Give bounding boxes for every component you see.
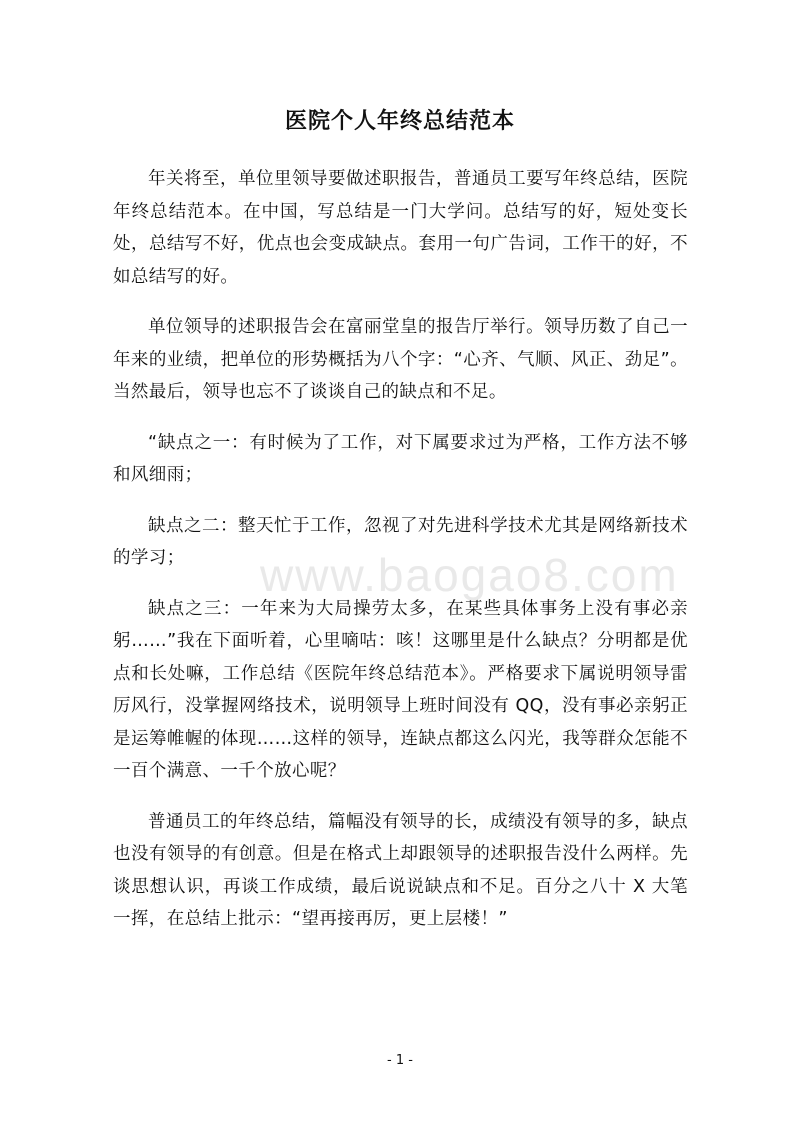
paragraph-5: 缺点之三：一年来为大局操劳太多，在某些具体事务上没有事必亲躬……”我在下面听着，心里嘀咕：咳！这哪里是什么缺点？分明都是优点和长处嘛，工作总结《医院年终总结范本》。严格要求下属说明领导雷厉风行，没掌握网络技术，说明领导上班时间没有 QQ，没有事必亲躬正是运筹帷幄的体现……这样的领导，连缺点都这么闪光，我等群众怎能不一百个满意、一千个放心呢？ — [113, 598, 688, 781]
paragraph-4: 缺点之二：整天忙于工作，忽视了对先进科学技术尤其是网络新技术的学习； — [113, 515, 688, 568]
paragraph-2: 单位领导的述职报告会在富丽堂皇的报告厅举行。领导历数了自己一年来的业绩，把单位的形势概括为八个字：“心齐、气顺、风正、劲足”。当然最后，领导也忘不了谈谈自己的缺点和不足。 — [113, 317, 688, 402]
watermark: www.baogao8.com — [260, 549, 679, 601]
paragraph-1: 年关将至，单位里领导要做述职报告，普通员工要写年终总结，医院年终总结范本。在中国，写总结是一门大学问。总结写的好，短处变长处，总结写不好，优点也会变成缺点。套用一句广告词，工作干的好，不如总结写的好。 — [113, 169, 688, 287]
document-title: 医院个人年终总结范本 — [284, 109, 515, 134]
paragraph-3: “缺点之一：有时候为了工作，对下属要求过为严格，工作方法不够和风细雨； — [113, 432, 688, 485]
page-number: - 1 - — [387, 1053, 413, 1068]
paragraph-6: 普通员工的年终总结，篇幅没有领导的长，成绩没有领导的多，缺点也没有领导的有创意。但是在格式上却跟领导的述职报告没什么两样。先谈思想认识，再谈工作成绩，最后说说缺点和不足。百分之八十 X 大笔一挥，在总结上批示：“望再接再厉，更上层楼！” — [113, 811, 688, 929]
